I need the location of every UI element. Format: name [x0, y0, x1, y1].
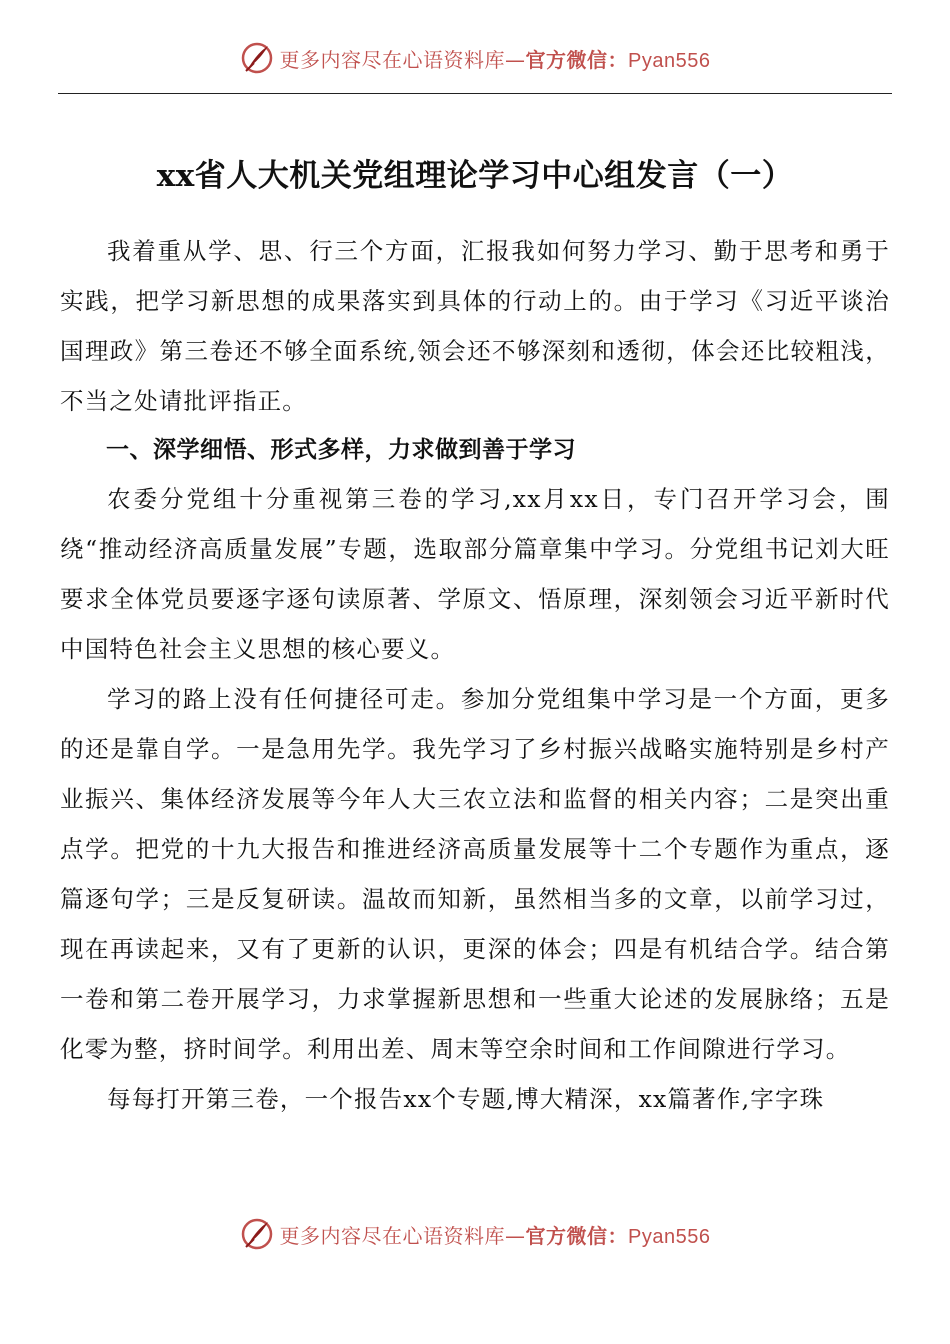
paragraph-4: 每每打开第三卷，一个报告xx个专题,博大精深，xx篇著作,字字珠	[107, 1085, 825, 1113]
feather-logo-icon	[240, 41, 274, 75]
document-body	[60, 226, 890, 1124]
footer-watermark	[0, 1216, 950, 1252]
header-watermark	[0, 40, 950, 76]
paragraph-2: 农委分党组十分重视第三卷的学习,xx月xx日，专门召开学习会，围绕“推动经济高质量发展”专题，选取部分篇章集中学习。分党组书记刘大旺要求全体党员要逐字逐句读原著、学原文、悟原理，深刻领会习近平新时代中国特色社会主义思想的核心要义。	[60, 485, 890, 663]
header-divider	[58, 93, 892, 94]
watermark-text: 更多内容尽在心语资料库—官方微信：Pyan556	[279, 47, 711, 72]
paragraph-intro: 我着重从学、思、行三个方面，汇报我如何努力学习、勤于思考和勇于实践，把学习新思想的成果落实到具体的行动上的。由于学习《习近平谈治国理政》第三卷还不够全面系统,领会还不够深刻和透彻，体会还比较粗浅，不当之处请批评指正。	[60, 237, 890, 415]
paragraph-3: 学习的路上没有任何捷径可走。参加分党组集中学习是一个方面，更多的还是靠自学。一是急用先学。我先学习了乡村振兴战略实施特别是乡村产业振兴、集体经济发展等今年人大三农立法和监督的相关内容；二是突出重点学。把党的十九大报告和推进经济高质量发展等十二个专题作为重点，逐篇逐句学；三是反复研读。温故而知新，虽然相当多的文章，以前学习过，现在再读起来，又有了更新的认识，更深的体会；四是有机结合学。结合第一卷和第二卷开展学习，力求掌握新思想和一些重大论述的发展脉络；五是化零为整，挤时间学。利用出差、周末等空余时间和工作间隙进行学习。	[60, 685, 890, 1063]
watermark-text: 更多内容尽在心语资料库—官方微信：Pyan556	[279, 1223, 711, 1248]
document-title: xx省人大机关党组理论学习中心组发言（一）	[156, 158, 794, 194]
section-heading-1: 一、深学细悟、形式多样，力求做到善于学习	[106, 437, 576, 463]
feather-logo-icon	[240, 1217, 274, 1251]
